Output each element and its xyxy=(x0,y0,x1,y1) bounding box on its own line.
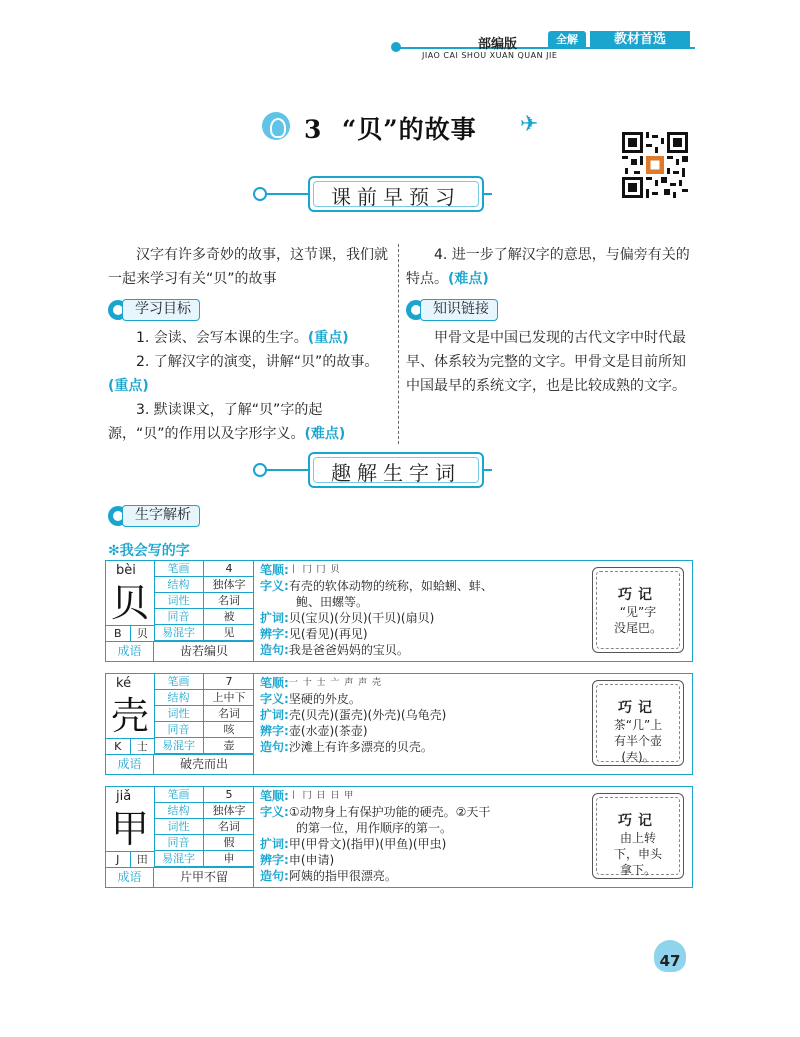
attr-strokes: 笔画 4 xyxy=(154,561,254,577)
knowledge-tag-label: 知识链接 xyxy=(420,299,498,321)
expand-words: 扩词: 贝(宝贝)(分贝)(干贝)(扇贝) xyxy=(260,611,435,625)
attr-confusable: 易混字 见 xyxy=(154,625,254,641)
char-attributes xyxy=(154,674,254,754)
knowledge-paragraph xyxy=(406,326,692,398)
radical-letter: J xyxy=(106,852,131,867)
character-card xyxy=(105,786,693,888)
memo-line: 下，申头 xyxy=(613,847,662,861)
header-logo: 全解 xyxy=(548,31,586,49)
meaning-line: 字义: 坚硬的外皮。 xyxy=(260,692,361,706)
attr-structure: 结构 独体字 xyxy=(154,803,254,819)
memo-body xyxy=(603,717,673,765)
attr-pos: 词性 名词 xyxy=(154,819,254,835)
goal-item: 2. 了解汉字的演变，讲解“贝”的故事。(重点) xyxy=(108,354,379,394)
attr-homophone: 同音 假 xyxy=(154,835,254,851)
memory-tip-box xyxy=(592,567,684,653)
char-glyph: 甲 xyxy=(110,807,149,851)
memo-line: 由上转 xyxy=(619,831,656,845)
attr-structure: 结构 独体字 xyxy=(154,577,254,593)
attr-homophone: 同音 被 xyxy=(154,609,254,625)
char-idiom: 成语 破壳而出 xyxy=(106,754,254,774)
section-banner-words xyxy=(256,452,492,488)
memo-line: 拿下。 xyxy=(619,863,656,877)
memory-tip-box xyxy=(592,680,684,766)
char-attributes xyxy=(154,787,254,867)
char-glyph: 壳 xyxy=(110,694,149,738)
memo-title: 巧记 xyxy=(618,813,658,829)
memo-title: 巧记 xyxy=(618,700,658,716)
memo-line: 没尾巴。 xyxy=(613,621,662,635)
char-pinyin: ké xyxy=(116,676,132,691)
example-sentence: 造句: 我是爸爸妈妈的宝贝。 xyxy=(260,643,409,657)
char-attributes xyxy=(154,561,254,641)
expand-words: 扩词: 甲(甲骨文)(指甲)(甲鱼)(甲虫) xyxy=(260,837,447,851)
radical-part: 贝 xyxy=(136,627,148,640)
goal-mark: (难点) xyxy=(304,426,346,442)
goal-mark: (重点) xyxy=(307,330,349,346)
page-number xyxy=(650,940,690,976)
stroke-order: 笔顺: 一 十 士 亠 声 声 壳 xyxy=(260,676,382,690)
radical-part: 士 xyxy=(136,740,148,753)
meaning-line: 字义: ①动物身上有保护功能的硬壳。②天干 xyxy=(260,805,491,819)
radical-letter: K xyxy=(106,739,131,754)
header-edition: 部编版 xyxy=(478,37,518,52)
section-banner-preview xyxy=(256,176,492,212)
expand-words: 扩词: 壳(贝壳)(蛋壳)(外壳)(乌龟壳) xyxy=(260,708,447,722)
banner-ring xyxy=(253,463,267,477)
char-glyph: 贝 xyxy=(110,581,149,625)
goal-mark: (重点) xyxy=(108,378,149,394)
section-title-preview: 课前早预习 xyxy=(331,185,461,209)
memo-line: (𡗗)。 xyxy=(621,750,655,764)
char-idiom: 成语 齿若编贝 xyxy=(106,641,254,661)
char-details xyxy=(260,675,550,755)
memo-line: 茶“几”上 xyxy=(613,718,663,732)
char-radical xyxy=(106,738,154,754)
memo-title: 巧记 xyxy=(618,587,658,603)
banner-box xyxy=(308,176,484,212)
char-details xyxy=(260,788,550,884)
distinguish-char: 辨字: 壶(水壶)(茶壶) xyxy=(260,724,368,738)
chars-tag-label: 生字解析 xyxy=(122,505,200,527)
page-number-text: 47 xyxy=(659,952,681,970)
lesson-title-text xyxy=(304,110,477,146)
header-brand: 教材首选 xyxy=(590,31,690,49)
char-radical xyxy=(106,851,154,867)
distinguish-char: 辨字: 见(看见)(再见) xyxy=(260,627,368,641)
distinguish-char: 辨字: 申(申请) xyxy=(260,853,335,867)
intro-paragraph xyxy=(108,243,390,291)
memory-tip-box xyxy=(592,793,684,879)
attr-confusable: 易混字 申 xyxy=(154,851,254,867)
memo-body xyxy=(603,830,673,878)
char-info-panel xyxy=(106,787,254,887)
lesson-number: 3 xyxy=(304,115,323,144)
column-divider xyxy=(398,244,399,444)
memo-body xyxy=(603,604,673,636)
char-radical xyxy=(106,625,154,641)
shell-icon xyxy=(262,112,290,140)
attr-strokes: 笔画 5 xyxy=(154,787,254,803)
goal-item: 3. 默读课文，了解“贝”字的起源，“贝”的作用以及字形字义。(难点) xyxy=(108,402,346,442)
character-card xyxy=(105,673,693,775)
goals-tag-label: 学习目标 xyxy=(122,299,200,321)
char-info-panel xyxy=(106,561,254,661)
memo-line: 有半个壶 xyxy=(613,734,662,748)
radical-part: 田 xyxy=(136,853,148,866)
goal-item: 1. 会读、会写本课的生字。(重点) xyxy=(136,330,349,346)
airplane-icon xyxy=(520,116,542,138)
knowledge-text: 甲骨文是中国已发现的古代文字中时代最早、体系较为完整的文字。甲骨文是目前所知中国最早的系统文字，也是比较成熟的文字。 xyxy=(406,330,686,394)
attr-confusable: 易混字 壶 xyxy=(154,738,254,754)
goals-list xyxy=(108,326,390,446)
goal-item-4: 4. 进一步了解汉字的意思，与偏旁有关的特点。(难点) xyxy=(406,247,690,287)
attr-strokes: 笔画 7 xyxy=(154,674,254,690)
memo-line: “见”字 xyxy=(619,605,657,619)
banner-ring xyxy=(253,187,267,201)
attr-homophone: 同音 咳 xyxy=(154,722,254,738)
intro-text: 汉字有许多奇妙的故事，这节课，我们就一起来学习有关“贝”的故事 xyxy=(108,247,388,287)
lesson-title xyxy=(262,108,542,148)
header-pinyin: JIAO CAI SHOU XUAN QUAN JIE xyxy=(422,51,558,60)
example-sentence: 造句: 阿姨的指甲很漂亮。 xyxy=(260,869,397,883)
goal-mark: (难点) xyxy=(448,271,489,287)
section-title-words: 趣解生字词 xyxy=(331,461,461,485)
char-pinyin: bèi xyxy=(116,563,136,578)
meaning-line: 字义: 有壳的软体动物的统称，如蛤蜊、蚌、 xyxy=(260,579,493,593)
char-info-panel xyxy=(106,674,254,774)
banner-box xyxy=(308,452,484,488)
char-idiom: 成语 片甲不留 xyxy=(106,867,254,887)
attr-structure: 结构 上中下 xyxy=(154,690,254,706)
lesson-name: “贝”的故事 xyxy=(341,115,477,144)
example-sentence: 造句: 沙滩上有许多漂亮的贝壳。 xyxy=(260,740,433,754)
stroke-order: 笔顺: 丨 冂 日 日 甲 xyxy=(260,789,355,803)
stroke-order: 笔顺: 丨 冂 冂 贝 xyxy=(260,563,341,577)
character-card xyxy=(105,560,693,662)
char-details xyxy=(260,562,550,658)
radical-letter: B xyxy=(106,626,131,641)
char-pinyin: jiǎ xyxy=(116,789,132,804)
writable-chars-heading: ✻我会写的字 xyxy=(108,543,190,559)
meaning-line: 的第一位，用作顺序的第一。 xyxy=(296,821,453,835)
meaning-line: 鲍、田螺等。 xyxy=(296,595,369,609)
qr-code-icon[interactable] xyxy=(622,132,688,198)
attr-pos: 词性 名词 xyxy=(154,593,254,609)
attr-pos: 词性 名词 xyxy=(154,706,254,722)
